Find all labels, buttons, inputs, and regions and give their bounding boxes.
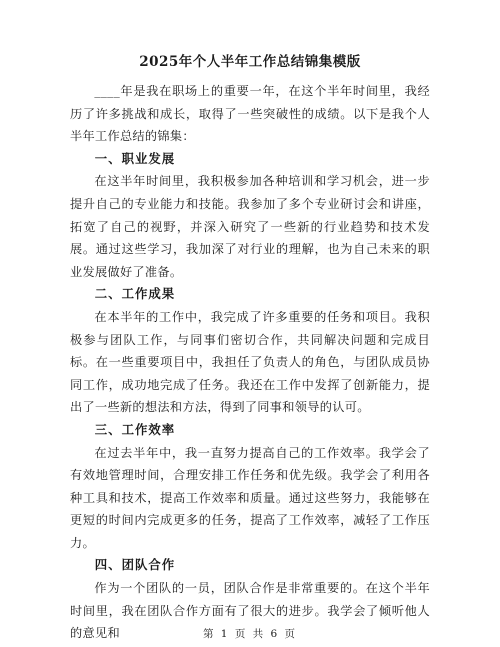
section-heading-teamwork: 四、团队合作: [94, 557, 176, 573]
section-heading-career: 一、职业发展: [94, 150, 176, 166]
section-body-efficiency: 在过去半年中，我一直努力提高自己的工作效率。我学会了有效地管理时间，合理安排工作任务和优先级。我学会了利用各种工具和技术，提高工作效率和质量。通过这些努力，我能够在更短的时间内完成更多的任务，提高了工作效率，减轻了工作压力。: [70, 445, 430, 550]
section-heading-efficiency: 三、工作效率: [94, 421, 176, 437]
section-heading-results: 二、工作成果: [94, 286, 176, 302]
section-body-career: 在这半年时间里，我积极参加各种培训和学习机会，进一步提升自己的专业能力和技能。我参加了多个专业研讨会和讲座，拓宽了自己的视野，并深入研究了一些新的行业趋势和技术发展。通过这些学习，我加深了对行业的理解，也为自己未来的职业发展做好了准备。: [70, 174, 430, 279]
page-number-footer: 第 1 页 共 6 页: [202, 628, 298, 640]
intro-paragraph: ____年是我在职场上的重要一年，在这个半年时间里，我经历了许多挑战和成长，取得了一些突破性的成绩。以下是我个人半年工作总结的锦集：: [70, 84, 430, 144]
document-body: [70, 80, 430, 645]
section-body-results: 在本半年的工作中，我完成了许多重要的任务和项目。我积极参与团队工作，与同事们密切合作，共同解决问题和完成目标。在一些重要项目中，我担任了负责人的角色，与团队成员协同工作，成功地完成了任务。我还在工作中发挥了创新能力，提出了一些新的想法和方法，得到了同事和领导的认可。: [70, 309, 430, 415]
section-body-teamwork: 作为一个团队的一员，团队合作是非常重要的。在这个半年时间里，我在团队合作方面有了很大的进步。我学会了倾听他人的意见和: [70, 581, 430, 641]
document-title: 2025年个人半年工作总结锦集模版: [139, 54, 361, 70]
